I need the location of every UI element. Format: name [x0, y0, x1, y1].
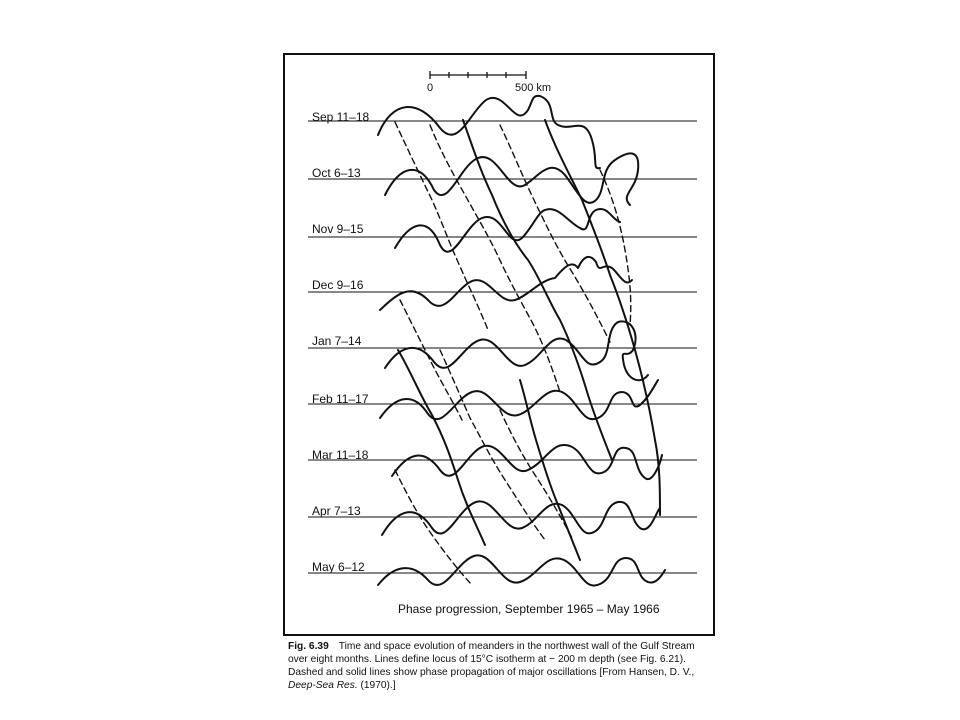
caption-year: (1970).]	[357, 680, 396, 691]
phase-solid-2	[463, 120, 612, 460]
phase-lines-solid	[398, 120, 660, 560]
figure-number: Fig. 6.39	[288, 641, 329, 652]
row-label-feb: Feb 11–17	[312, 392, 369, 406]
meander-jan	[385, 321, 648, 380]
meander-apr	[382, 501, 660, 535]
meander-mar	[392, 445, 662, 479]
scale-bar	[430, 71, 526, 79]
row-label-sep: Sep 11–18	[312, 110, 370, 124]
row-label-apr: Apr 7–13	[312, 504, 361, 518]
row-label-may: May 6–12	[312, 560, 365, 574]
meander-feb	[380, 380, 658, 419]
figure-caption	[288, 640, 712, 692]
meander-dec	[380, 257, 632, 310]
row-label-mar: Mar 11–18	[312, 448, 369, 462]
phase-dashed-5	[400, 300, 462, 420]
figure-subtitle: Phase progression, September 1965 – May 1966	[398, 602, 660, 616]
phase-lines-dashed	[395, 122, 631, 585]
meander-sep	[378, 96, 600, 168]
time-baselines	[308, 121, 697, 573]
row-label-oct: Oct 6–13	[312, 166, 361, 180]
scale-zero-label: 0	[427, 82, 434, 94]
caption-journal: Deep-Sea Res.	[288, 680, 358, 691]
row-label-jan: Jan 7–14	[312, 334, 362, 348]
phase-dashed-4	[600, 170, 631, 325]
phase-solid-1	[398, 350, 485, 545]
meander-may	[378, 555, 665, 585]
phase-dashed-6	[440, 350, 545, 540]
scale-end-label: 500 km	[515, 82, 552, 94]
row-label-dec: Dec 9–16	[312, 278, 364, 292]
caption-text: Time and space evolution of meanders in the northwest wall of the Gulf Stream over eight months. Lines define locus of 15°C isotherm at − 200 m depth (see Fig. 6.21). Dashed and solid lines show phase propagation of major oscillations [From Hansen, D. V.,	[288, 641, 695, 678]
row-label-nov: Nov 9–15	[312, 222, 364, 236]
